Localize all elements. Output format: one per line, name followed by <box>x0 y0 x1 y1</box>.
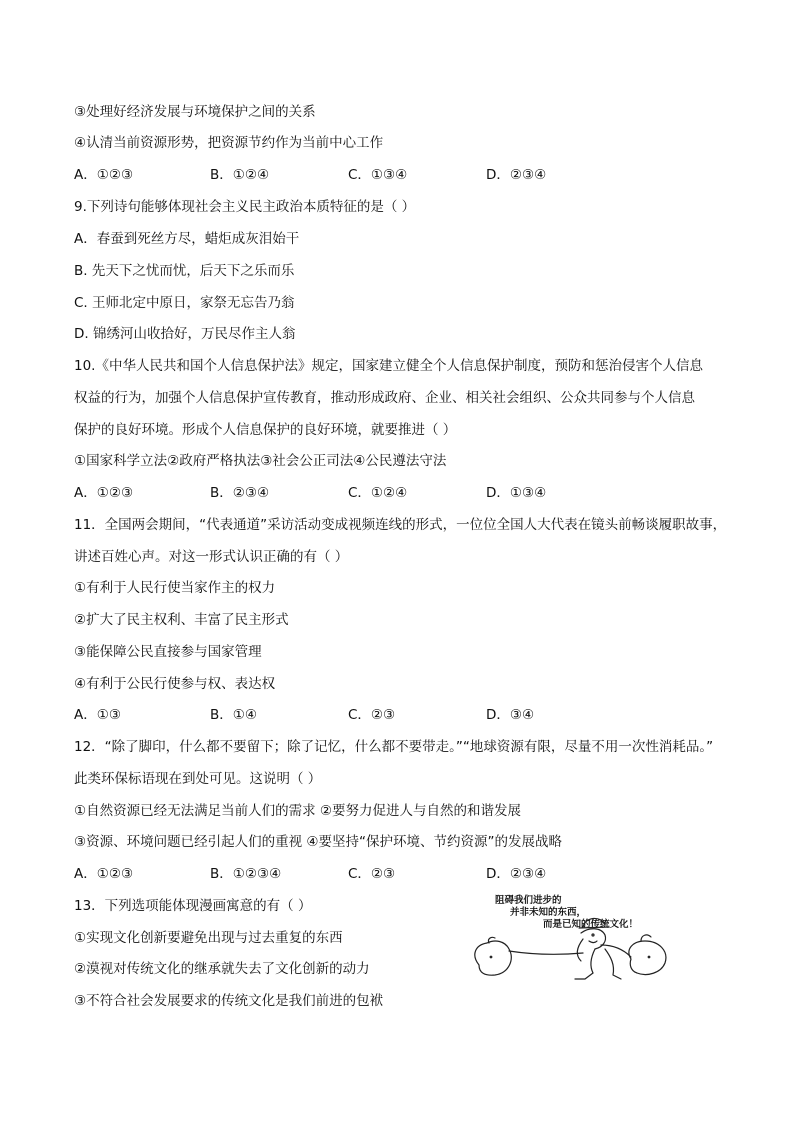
q12-stem-line-2: 此类环保标语现在到处可见。这说明（ ） <box>74 771 322 787</box>
q10-stem-line-3: 保护的良好环境。形成个人信息保护的良好环境，就要推进（ ） <box>74 422 457 438</box>
q13-item-1: ①实现文化创新要避免出现与过去重复的东西 <box>74 930 343 946</box>
q12-stem-line-1: 12．“除了脚印，什么都不要留下；除了记忆，什么都不要带走。”“地球资源有限，尽量不用一次性消耗品。” <box>74 739 714 755</box>
q8-option-a: A．①②③ <box>74 167 134 183</box>
q13-stem: 13．下列选项能体现漫画寓意的有（ ） <box>74 898 312 914</box>
q12-options <box>74 864 714 884</box>
q12-option-c: C．②③ <box>348 866 396 882</box>
q10-stem-line-1: 10.《中华人民共和国个人信息保护法》规定，国家建立健全个人信息保护制度，预防和惩治侵害个人信息 <box>74 358 703 374</box>
q11-option-b: B．①④ <box>210 707 257 723</box>
q10-option-d: D．①③④ <box>486 485 547 501</box>
q11-stem-line-2: 讲述百姓心声。对这一形式认识正确的有（ ） <box>74 549 349 565</box>
q13-item-2: ②漠视对传统文化的继承就失去了文化创新的动力 <box>74 961 370 977</box>
q11-item-1: ①有利于人民行使当家作主的权力 <box>74 580 276 596</box>
q9-option-c: C. 王师北定中原日，家祭无忘告乃翁 <box>74 295 295 311</box>
q12-items-row-1: ①自然资源已经无法满足当前人们的需求 ②要努力促进人与自然的和谐发展 <box>74 803 521 819</box>
q11-item-4: ④有利于公民行使参与权、表达权 <box>74 676 276 692</box>
cartoon-caption-line-1: 阻碍我们进步的 <box>495 895 562 906</box>
q11-option-c: C．②③ <box>348 707 396 723</box>
q8-option-b: B．①②④ <box>210 167 270 183</box>
q9-option-b: B. 先天下之忧而忧，后天下之乐而乐 <box>74 263 295 279</box>
q8-option-c: C．①③④ <box>348 167 408 183</box>
q11-item-2: ②扩大了民主权利、丰富了民主形式 <box>74 612 289 628</box>
q11-option-a: A．①③ <box>74 707 121 723</box>
q11-option-d: D．③④ <box>486 707 535 723</box>
q12-option-d: D．②③④ <box>486 866 547 882</box>
q10-option-b: B．②③④ <box>210 485 270 501</box>
q8-item-4: ④认清当前资源形势，把资源节约作为当前中心工作 <box>74 135 384 151</box>
q10-items: ①国家科学立法②政府严格执法③社会公正司法④公民遵法守法 <box>74 453 447 469</box>
q10-option-a: A．①②③ <box>74 485 134 501</box>
q10-options <box>74 483 714 503</box>
cartoon-caption-line-3: 而是已知的传统文化！ <box>543 919 639 930</box>
q12-items-row-2: ③资源、环境问题已经引起人们的重视 ④要坚持“保护环境、节约资源”的发展战略 <box>74 834 562 850</box>
q8-item-3: ③处理好经济发展与环境保护之间的关系 <box>74 104 316 120</box>
q10-stem-line-2: 权益的行为，加强个人信息保护宣传教育，推动形成政府、企业、相关社会组织、公众共同参与个人信息 <box>74 390 695 406</box>
q12-option-b: B．①②③④ <box>210 866 282 882</box>
q8-options <box>74 165 714 185</box>
q12-option-a: A．①②③ <box>74 866 134 882</box>
q13-item-3: ③不符合社会发展要求的传统文化是我们前进的包袱 <box>74 993 384 1009</box>
q11-stem-line-1: 11．全国两会期间，“代表通道”采访活动变成视频连线的形式，一位位全国人大代表在镜头前畅谈履职故事， <box>74 517 727 533</box>
q8-option-d: D．②③④ <box>486 167 547 183</box>
q11-item-3: ③能保障公民直接参与国家管理 <box>74 644 262 660</box>
cartoon-illustration <box>465 893 680 993</box>
cartoon-caption-line-2: 并非未知的东西， <box>510 907 587 918</box>
q10-option-c: C．①②④ <box>348 485 408 501</box>
cartoon-drawing-icon <box>465 893 680 993</box>
q11-options <box>74 705 714 725</box>
q9-stem: 9.下列诗句能够体现社会主义民主政治本质特征的是（ ） <box>74 199 416 215</box>
q9-option-d: D. 锦绣河山收拾好，万民尽作主人翁 <box>74 326 296 342</box>
q9-option-a: A．春蚕到死丝方尽，蜡炬成灰泪始干 <box>74 231 300 247</box>
